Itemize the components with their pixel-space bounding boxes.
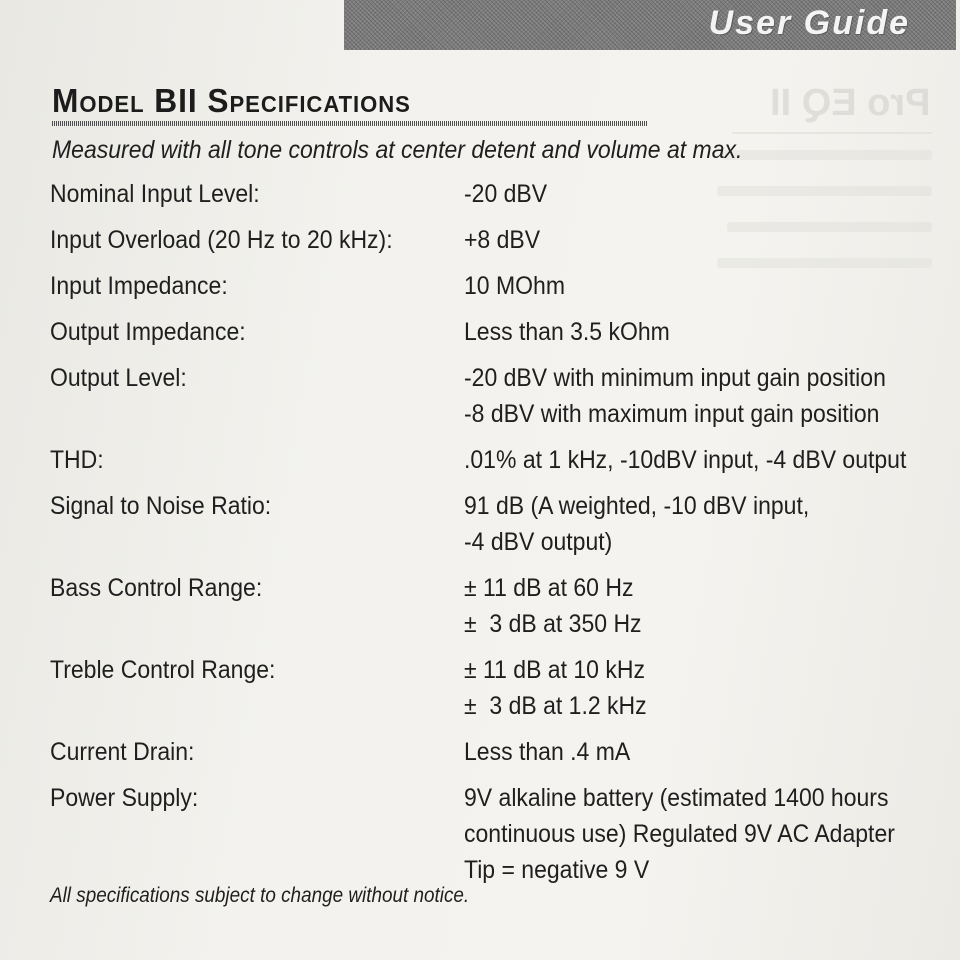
spec-row	[50, 314, 950, 350]
spec-values	[464, 652, 950, 724]
spec-row	[50, 442, 950, 478]
spec-values	[464, 222, 950, 258]
spec-value: ± 11 dB at 10 kHz	[464, 656, 645, 684]
spec-label: Input Impedance:	[50, 272, 228, 300]
spec-row	[50, 652, 950, 724]
spec-label: Nominal Input Level:	[50, 180, 260, 208]
spec-row	[50, 488, 950, 560]
spec-value: 9V alkaline battery (estimated 1400 hours	[464, 784, 889, 812]
spec-values	[464, 442, 950, 478]
footnote: All specifications subject to change without notice.	[50, 884, 470, 907]
spec-value: continuous use) Regulated 9V AC Adapter	[464, 820, 895, 848]
spec-values	[464, 734, 950, 770]
spec-label: Signal to Noise Ratio:	[50, 492, 272, 520]
bleed-through-line	[722, 150, 932, 160]
spec-row	[50, 222, 950, 258]
spec-label: Input Overload (20 Hz to 20 kHz):	[50, 226, 393, 254]
title-divider	[52, 121, 648, 126]
spec-value: -20 dBV	[464, 180, 548, 208]
spec-row	[50, 780, 950, 888]
spec-label: Output Impedance:	[50, 318, 246, 346]
spec-label: THD:	[50, 446, 104, 474]
spec-value: Less than .4 mA	[464, 738, 631, 766]
spec-values	[464, 268, 950, 304]
spec-row	[50, 268, 950, 304]
user-guide-label: User Guide	[708, 4, 910, 42]
page-title: Model BII Specifications	[52, 82, 411, 119]
spec-value: ± 3 dB at 350 Hz	[464, 610, 642, 638]
spec-label: Power Supply:	[50, 784, 199, 812]
spec-values	[464, 314, 950, 350]
specifications-list	[50, 176, 950, 888]
spec-value: 91 dB (A weighted, -10 dBV input,	[464, 492, 810, 520]
spec-value: +8 dBV	[464, 226, 541, 254]
bleed-through-rule	[732, 132, 932, 134]
spec-row	[50, 734, 950, 770]
spec-values	[464, 570, 950, 642]
spec-row	[50, 570, 950, 642]
user-guide-banner	[344, 0, 956, 50]
spec-value: -8 dBV with maximum input gain position	[464, 400, 880, 428]
spec-value: -20 dBV with minimum input gain position	[464, 364, 886, 392]
spec-value: Tip = negative 9 V	[464, 856, 650, 884]
spec-value: ± 3 dB at 1.2 kHz	[464, 692, 647, 720]
spec-values	[464, 360, 950, 432]
spec-label: Bass Control Range:	[50, 574, 263, 602]
spec-value: -4 dBV output)	[464, 528, 613, 556]
bleed-through-title: Pro EQ II	[769, 82, 930, 124]
spec-label: Treble Control Range:	[50, 656, 276, 684]
spec-value: Less than 3.5 kOhm	[464, 318, 670, 346]
spec-value: 10 MOhm	[464, 272, 565, 300]
spec-row	[50, 360, 950, 432]
measurement-note: Measured with all tone controls at center detent and volume at max.	[52, 136, 743, 164]
spec-values	[464, 176, 950, 212]
spec-values	[464, 488, 950, 560]
spec-value: ± 11 dB at 60 Hz	[464, 574, 634, 602]
spec-label: Current Drain:	[50, 738, 195, 766]
spec-values	[464, 780, 950, 888]
spec-row	[50, 176, 950, 212]
spec-value: .01% at 1 kHz, -10dBV input, -4 dBV output	[464, 446, 907, 474]
spec-label: Output Level:	[50, 364, 187, 392]
